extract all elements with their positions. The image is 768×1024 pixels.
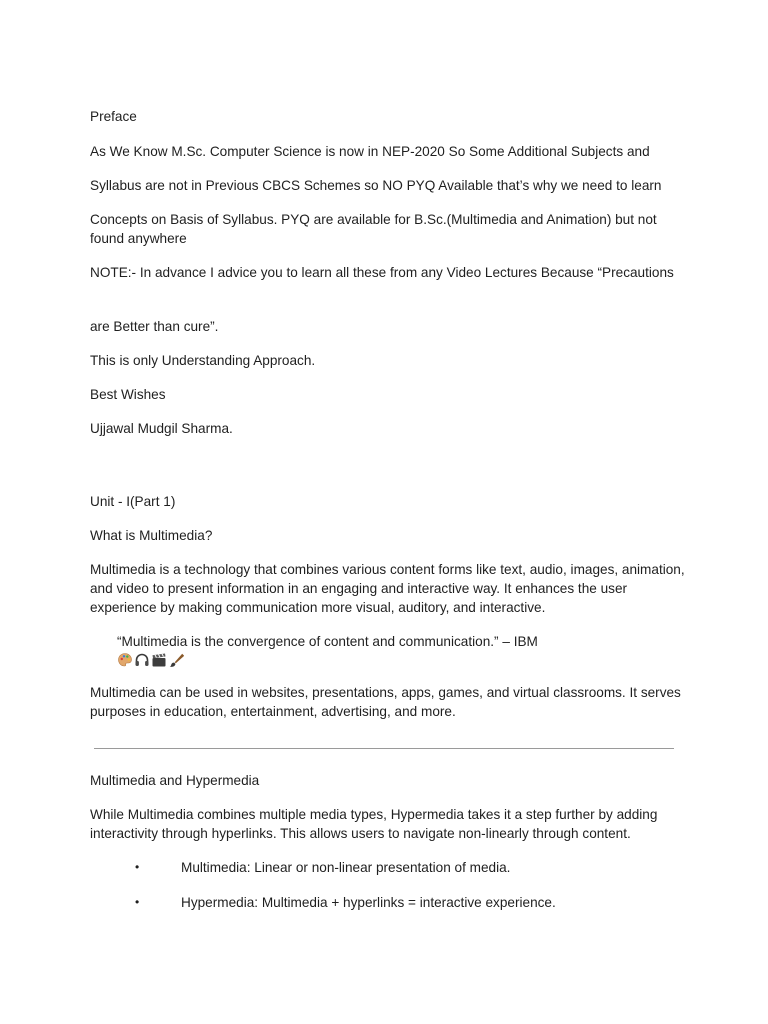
section-divider — [94, 748, 674, 749]
bullet-marker: • — [135, 895, 140, 909]
preface-approach: This is only Understanding Approach. — [90, 353, 316, 368]
multimedia-uses: Multimedia can be used in websites, presentations, apps, games, and virtual classrooms. It serves purposes in education, entertainment, advertising, and more. — [90, 685, 681, 719]
unit-title: Unit - I(Part 1) — [90, 494, 176, 509]
hypermedia-intro: While Multimedia combines multiple media types, Hypermedia takes it a step further by adding interactivity through hyperlinks. This allows users to navigate non-linearly through content. — [90, 807, 658, 841]
preface-author: Ujjawal Mudgil Sharma. — [90, 421, 233, 436]
ibm-quote: “Multimedia is the convergence of content and communication.” – IBM — [117, 634, 538, 649]
palette-icon — [117, 652, 133, 668]
unit-question: What is Multimedia? — [90, 528, 213, 543]
preface-note: NOTE:- In advance I advice you to learn all these from any Video Lectures Because “Precautions — [90, 265, 674, 280]
clapper-board-icon — [151, 652, 167, 668]
multimedia-definition: Multimedia is a technology that combines various content forms like text, audio, images, animation, and video to present information in an engaging and interactive way. It enhances the user experience by making communication more visual, auditory, and interactive. — [90, 562, 685, 615]
paintbrush-icon — [168, 652, 184, 668]
preface-line-3: Concepts on Basis of Syllabus. PYQ are available for B.Sc.(Multimedia and Animation) but not found anywhere — [90, 212, 657, 246]
preface-heading: Preface — [90, 109, 137, 124]
headphones-icon — [134, 652, 150, 668]
preface-wishes: Best Wishes — [90, 387, 166, 402]
bullet-marker: • — [135, 860, 140, 874]
list-item: Hypermedia: Multimedia + hyperlinks = interactive experience. — [181, 895, 556, 910]
preface-line-1: As We Know M.Sc. Computer Science is now in NEP-2020 So Some Additional Subjects and — [90, 144, 650, 159]
hypermedia-heading: Multimedia and Hypermedia — [90, 773, 260, 788]
preface-line-2: Syllabus are not in Previous CBCS Schemes so NO PYQ Available that’s why we need to learn — [90, 178, 662, 193]
preface-note-continued: are Better than cure”. — [90, 319, 219, 334]
list-item: Multimedia: Linear or non-linear presentation of media. — [181, 860, 511, 875]
emoji-row — [117, 651, 184, 669]
